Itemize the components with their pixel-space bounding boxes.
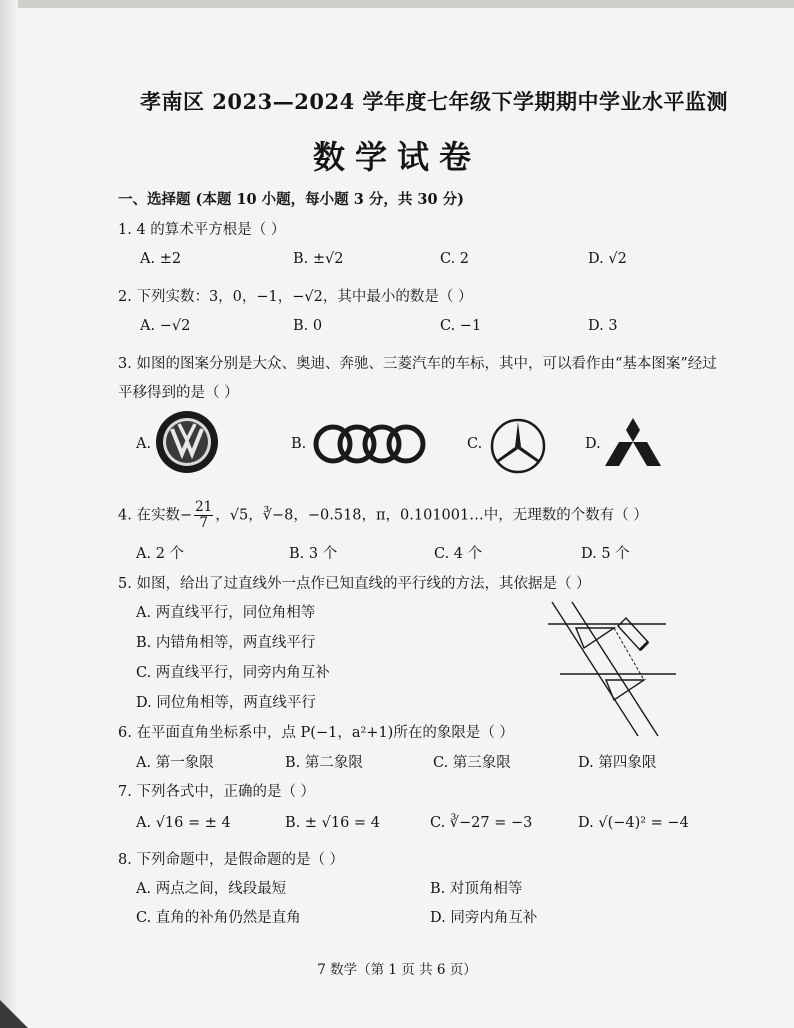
mercedes-star-logo-icon — [490, 418, 546, 474]
question-2-stem: 2. 下列实数：3，0，−1，−√2，其中最小的数是（ ） — [118, 289, 473, 305]
question-4-option-a: A. 2 个 — [136, 546, 185, 562]
question-3-option-b: B. — [291, 436, 307, 452]
question-8-option-b: B. 对顶角相等 — [430, 881, 523, 897]
question-1-option-d: D. √2 — [588, 251, 627, 267]
question-5-option-d: D. 同位角相等，两直线平行 — [136, 695, 316, 711]
question-7-option-b: B. ± √16 = 4 — [285, 815, 380, 831]
question-8-option-d: D. 同旁内角互补 — [430, 910, 538, 926]
question-3-option-c: C. — [467, 436, 483, 452]
audi-rings-logo-icon — [312, 422, 428, 466]
question-1-option-a: A. ±2 — [140, 251, 182, 267]
question-6-option-a: A. 第一象限 — [136, 755, 214, 771]
section-heading-choice: 一、选择题 (本题 10 小题，每小题 3 分，共 30 分) — [118, 191, 465, 208]
scan-corner-shadow — [0, 1000, 28, 1028]
question-3-stem: 3. 如图的图案分别是大众、奥迪、奔驰、三菱汽车的车标，其中，可以看作由“基本图案”经过 — [118, 356, 717, 372]
question-4-stem — [118, 500, 648, 531]
question-5-option-b: B. 内错角相等，两直线平行 — [136, 635, 316, 651]
question-3-stem-line2: 平移得到的是（ ） — [118, 385, 239, 401]
question-4-option-c: C. 4 个 — [434, 546, 483, 562]
question-4-stem-post: ，√5，∛−8，−0.518，π，0.101001…中，无理数的个数有（ ） — [215, 507, 648, 524]
question-8-option-a: A. 两点之间，线段最短 — [136, 881, 287, 897]
question-4-fraction — [194, 500, 213, 531]
question-5-stem: 5. 如图，给出了过直线外一点作已知直线的平行线的方法，其依据是（ ） — [118, 576, 591, 592]
question-4-fraction-numerator: 21 — [195, 499, 213, 515]
question-4-stem-pre: 4. 在实数− — [118, 507, 193, 524]
question-3-option-d: D. — [585, 436, 601, 452]
volkswagen-logo-icon — [155, 410, 219, 474]
question-1-option-b: B. ±√2 — [293, 251, 344, 267]
exam-header-title: 孝南区 2023—2024 学年度七年级下学期期中学业水平监测 — [140, 89, 729, 114]
question-2-option-d: D. 3 — [588, 318, 618, 334]
question-3-option-a: A. — [136, 436, 152, 452]
page-footer: 7 数学（第 1 页 共 6 页） — [317, 962, 477, 978]
question-6-option-c: C. 第三象限 — [433, 755, 511, 771]
question-8-stem: 8. 下列命题中，是假命题的是（ ） — [118, 852, 345, 868]
question-7-option-d: D. √(−4)² = −4 — [578, 815, 689, 831]
question-6-stem: 6. 在平面直角坐标系中，点 P(−1，a²+1)所在的象限是（ ） — [118, 725, 514, 741]
question-6-option-b: B. 第二象限 — [285, 755, 363, 771]
question-2-option-a: A. −√2 — [140, 318, 191, 334]
question-2-option-b: B. 0 — [293, 318, 323, 334]
question-7-option-a: A. √16 = ± 4 — [136, 815, 231, 831]
question-6-option-d: D. 第四象限 — [578, 755, 657, 771]
question-8-option-c: C. 直角的补角仍然是直角 — [136, 910, 301, 926]
question-5-option-c: C. 两直线平行，同旁内角互补 — [136, 665, 330, 681]
question-4-fraction-denominator: 7 — [199, 515, 208, 531]
question-4-option-d: D. 5 个 — [581, 546, 630, 562]
question-5-option-a: A. 两直线平行，同位角相等 — [136, 605, 316, 621]
mitsubishi-logo-icon — [604, 418, 662, 470]
question-1-option-c: C. 2 — [440, 251, 470, 267]
question-1-stem: 1. 4 的算术平方根是（ ） — [118, 222, 286, 238]
question-7-option-c: C. ∛−27 = −3 — [430, 815, 533, 831]
scan-top-edge — [0, 0, 794, 8]
exam-subject-title: 数学试卷 — [312, 138, 481, 176]
question-4-option-b: B. 3 个 — [289, 546, 338, 562]
parallel-line-construction-figure — [548, 598, 678, 738]
question-7-stem: 7. 下列各式中，正确的是（ ） — [118, 784, 316, 800]
question-2-option-c: C. −1 — [440, 318, 482, 334]
